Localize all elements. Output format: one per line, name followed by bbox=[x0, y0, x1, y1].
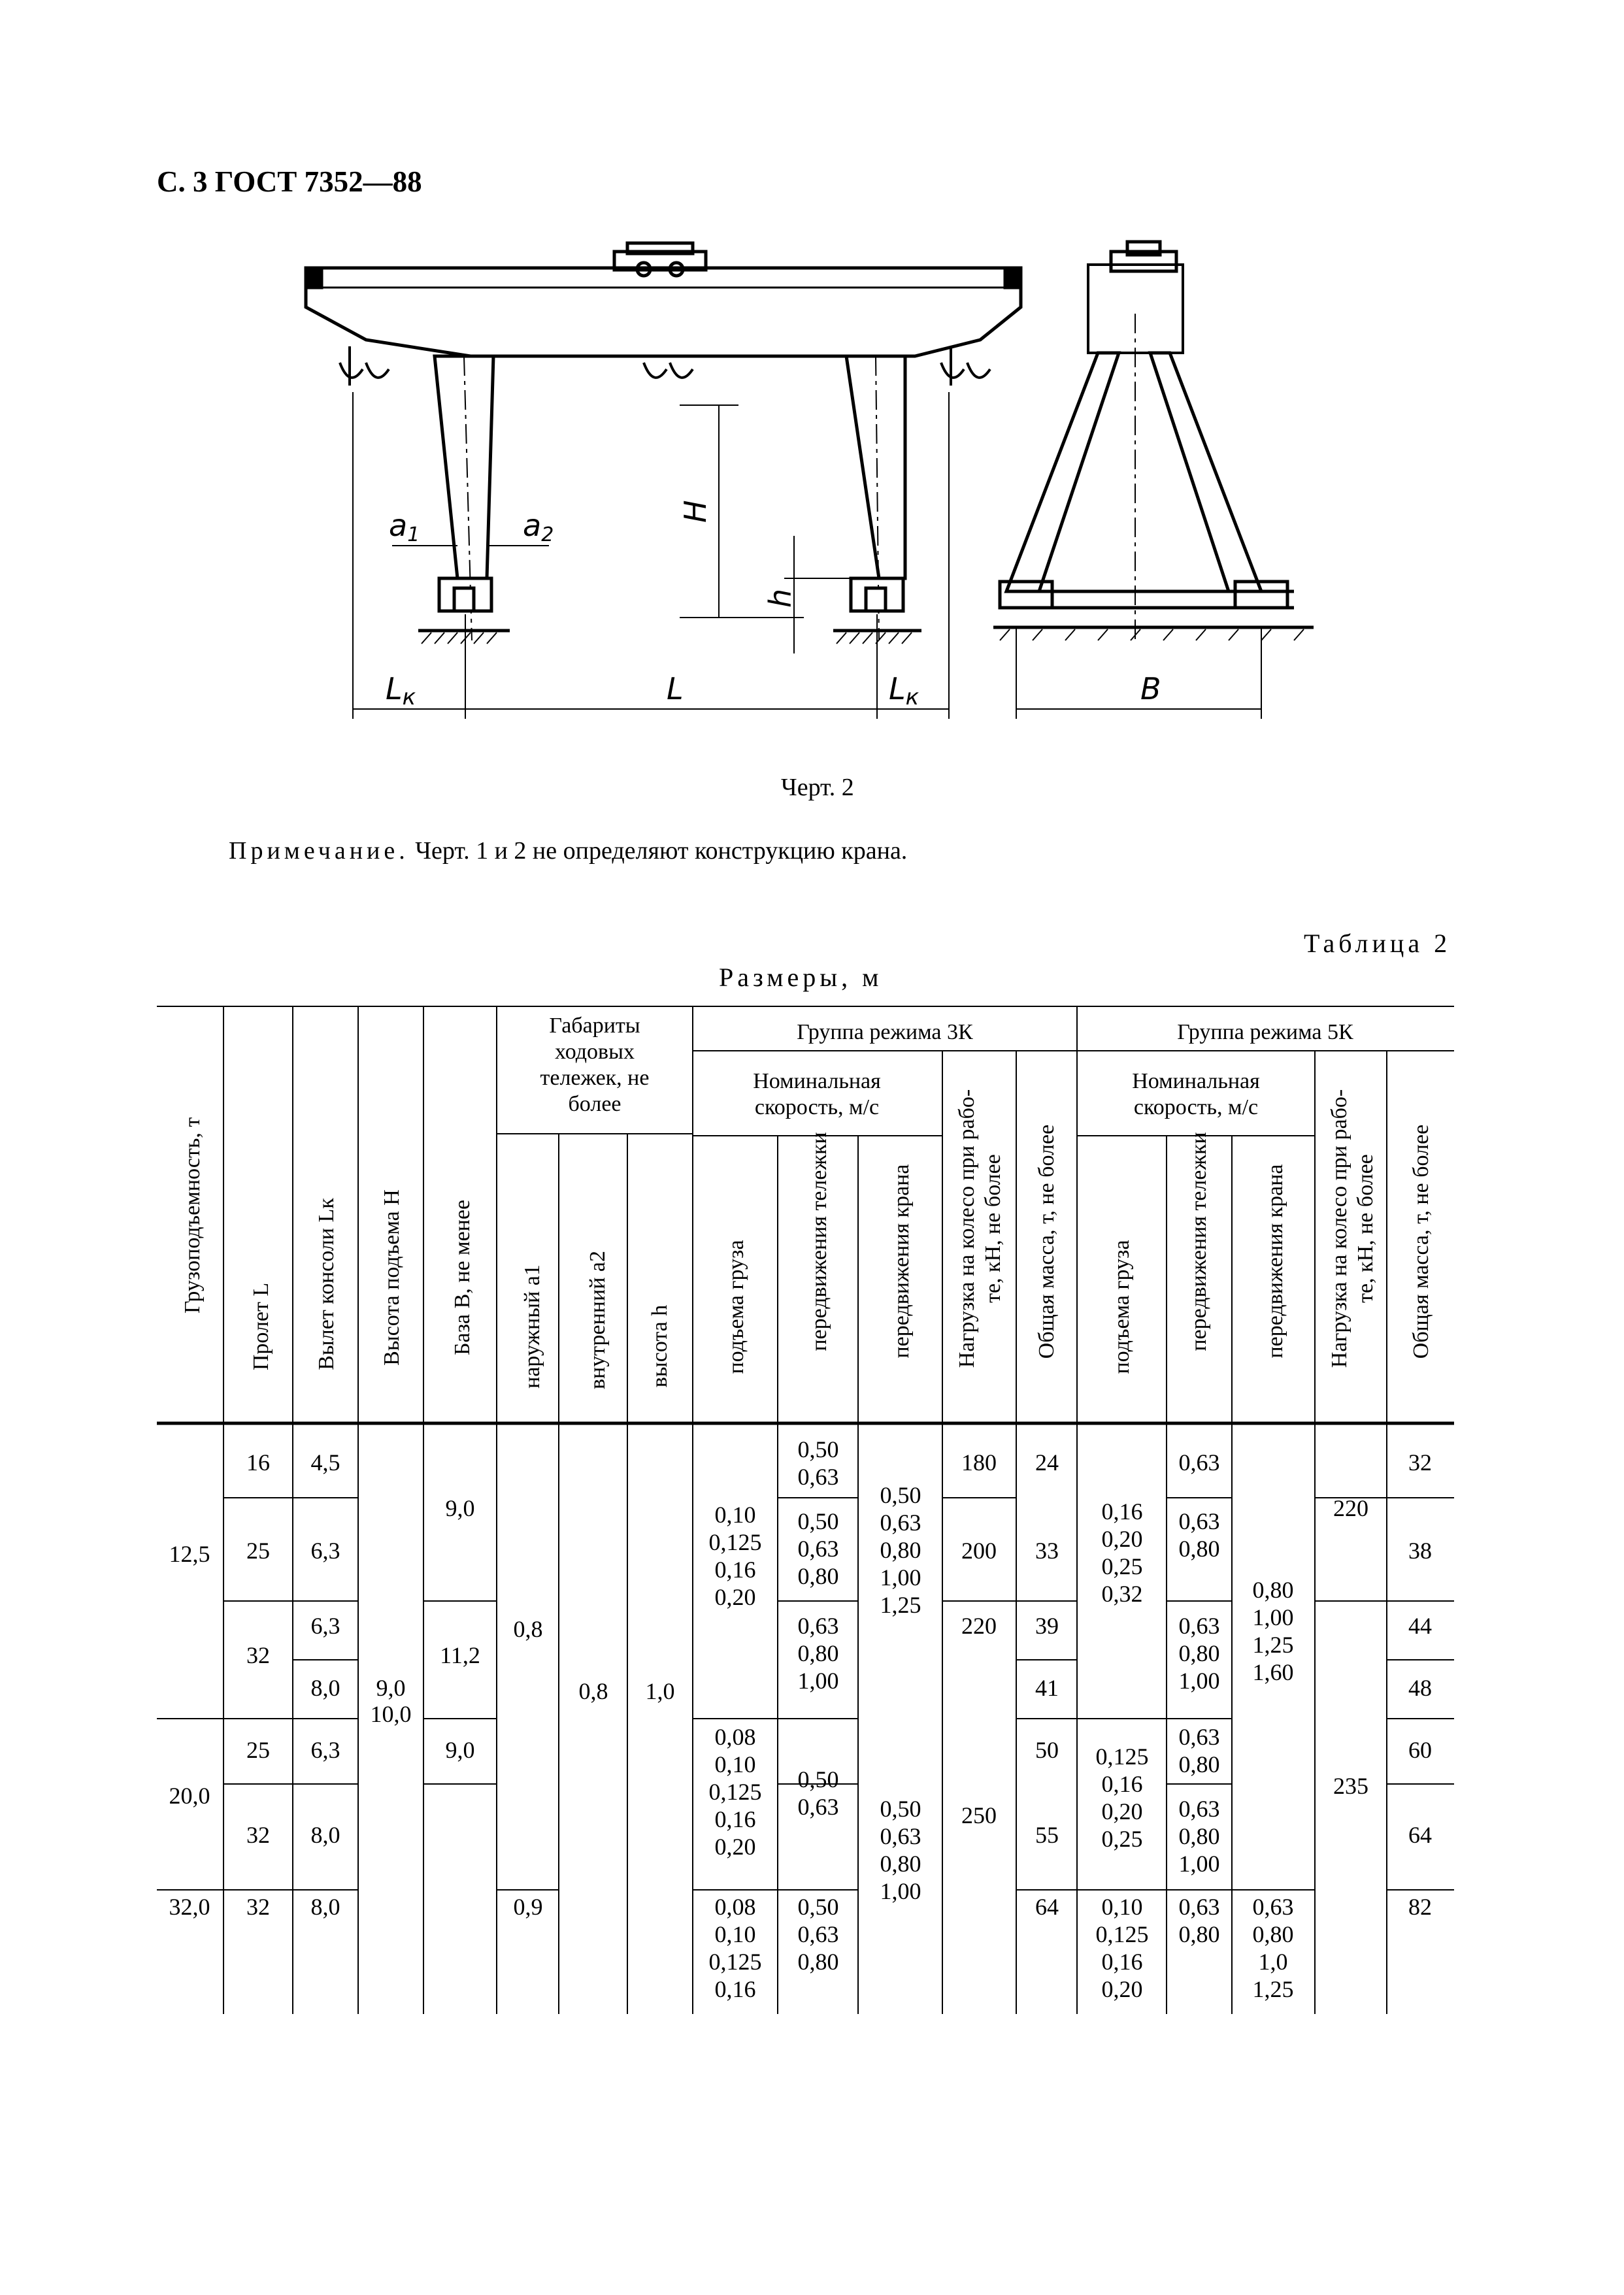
note-label: Примечание. bbox=[229, 837, 409, 865]
hdr-lift3: подъема груза bbox=[724, 1240, 748, 1374]
g3-mass-6: 64 bbox=[1035, 1894, 1059, 1920]
g5-lift-1-0: 0,125 bbox=[1095, 1743, 1149, 1770]
g5-trolley-2-0: 0,63 bbox=[1178, 1613, 1220, 1639]
dim-Lk-left: Lк bbox=[386, 671, 416, 710]
hdr-gabarit-2: ходовых bbox=[555, 1040, 635, 1064]
hdr-load3-2: те, кН, не более bbox=[981, 1154, 1005, 1303]
g3-crane-0-2: 0,80 bbox=[880, 1537, 921, 1563]
g5-lift-2-1: 0,125 bbox=[1095, 1921, 1149, 1947]
cell-cap-1: 20,0 bbox=[169, 1783, 210, 1809]
g5-mass-5: 64 bbox=[1408, 1822, 1432, 1848]
g5-crane-0-2: 1,25 bbox=[1252, 1632, 1294, 1658]
g5-crane-0-3: 1,60 bbox=[1252, 1659, 1294, 1685]
cell-H-1: 10,0 bbox=[370, 1701, 412, 1727]
hdr-capacity: Грузоподъемность, т bbox=[180, 1117, 205, 1314]
hdr-mass5: Общая масса, т, не более bbox=[1409, 1124, 1433, 1359]
g5-trolley-2-1: 0,80 bbox=[1178, 1640, 1220, 1666]
g5-lift-1-3: 0,25 bbox=[1101, 1826, 1143, 1852]
table-label: Таблица 2 bbox=[1304, 929, 1451, 958]
cell-span-3: 25 bbox=[246, 1737, 270, 1763]
g3-crane-0-0: 0,50 bbox=[880, 1482, 921, 1508]
g3-load-1: 200 bbox=[961, 1538, 997, 1564]
g3-lift-0-2: 0,16 bbox=[714, 1557, 756, 1583]
g5-lift-0-1: 0,20 bbox=[1101, 1526, 1143, 1552]
g3-crane-1-0: 0,50 bbox=[880, 1796, 921, 1822]
hdr-group5: Группа режима 5К bbox=[1177, 1020, 1353, 1044]
g3-trolley-2-1: 0,80 bbox=[797, 1640, 839, 1666]
hdr-gabarit-3: тележек, не bbox=[540, 1066, 650, 1090]
g3-trolley-1-0: 0,50 bbox=[797, 1508, 839, 1534]
g5-mass-1: 38 bbox=[1408, 1538, 1432, 1564]
g3-trolley-3-0: 0,50 bbox=[797, 1766, 839, 1792]
g5-trolley-3-0: 0,63 bbox=[1178, 1724, 1220, 1750]
hdr-crane3: передвижения крана bbox=[889, 1164, 914, 1359]
g3-mass-0: 24 bbox=[1035, 1449, 1059, 1476]
g3-lift-2-1: 0,10 bbox=[714, 1921, 756, 1947]
g3-trolley-4-2: 0,80 bbox=[797, 1949, 839, 1975]
g5-lift-1-2: 0,20 bbox=[1101, 1798, 1143, 1824]
g3-lift-0-0: 0,10 bbox=[714, 1502, 756, 1528]
cell-span-0: 16 bbox=[246, 1449, 270, 1476]
hdr-nominal5-1: Номинальная bbox=[1132, 1069, 1260, 1093]
g3-mass-2: 39 bbox=[1035, 1613, 1059, 1639]
g3-mass-4: 50 bbox=[1035, 1737, 1059, 1763]
g5-trolley-5-1: 0,80 bbox=[1178, 1921, 1220, 1947]
g5-trolley-4-0: 0,63 bbox=[1178, 1796, 1220, 1822]
g5-load-0: 220 bbox=[1333, 1495, 1368, 1521]
g3-lift-1-0: 0,08 bbox=[714, 1724, 756, 1750]
cell-console-5: 8,0 bbox=[310, 1822, 340, 1848]
hdr-nominal3-1: Номинальная bbox=[753, 1069, 881, 1093]
g5-crane-1-1: 0,80 bbox=[1252, 1921, 1294, 1947]
note-text: Черт. 1 и 2 не определяют конструкцию крана. bbox=[408, 837, 908, 865]
page-header: С. 3 ГОСТ 7352—88 bbox=[157, 165, 422, 198]
g3-trolley-0-1: 0,63 bbox=[797, 1464, 839, 1490]
hdr-nominal3-2: скорость, м/с bbox=[754, 1095, 880, 1119]
g3-trolley-1-2: 0,80 bbox=[797, 1563, 839, 1589]
g5-load-1: 235 bbox=[1333, 1773, 1368, 1799]
hdr-gabarit-4: более bbox=[568, 1092, 621, 1116]
dim-Lk-right: Lк bbox=[889, 671, 920, 710]
cell-a2: 0,8 bbox=[578, 1678, 608, 1704]
dim-a1: a1 bbox=[389, 508, 420, 546]
g5-mass-2: 44 bbox=[1408, 1613, 1432, 1639]
g5-lift-0-2: 0,25 bbox=[1101, 1553, 1143, 1579]
g3-lift-1-1: 0,10 bbox=[714, 1751, 756, 1777]
g3-load-3: 250 bbox=[961, 1802, 997, 1828]
g3-crane-1-1: 0,63 bbox=[880, 1823, 921, 1849]
g3-lift-0-1: 0,125 bbox=[708, 1529, 762, 1555]
hdr-nominal5-2: скорость, м/с bbox=[1133, 1095, 1259, 1119]
hdr-base: База B, не менее bbox=[450, 1199, 474, 1356]
g5-lift-2-2: 0,16 bbox=[1101, 1949, 1143, 1975]
hdr-crane5: передвижения крана bbox=[1263, 1164, 1287, 1359]
g5-trolley-1-1: 0,80 bbox=[1178, 1536, 1220, 1562]
hdr-height: высота h bbox=[648, 1304, 672, 1388]
g3-trolley-4-0: 0,50 bbox=[797, 1894, 839, 1920]
hdr-group3: Группа режима 3К bbox=[797, 1020, 973, 1044]
cell-console-2: 6,3 bbox=[310, 1613, 340, 1639]
g3-crane-1-3: 1,00 bbox=[880, 1878, 921, 1904]
g5-trolley-0-0: 0,63 bbox=[1178, 1449, 1220, 1476]
g5-lift-2-0: 0,10 bbox=[1101, 1894, 1143, 1920]
g3-trolley-0-0: 0,50 bbox=[797, 1436, 839, 1462]
cell-cap-2: 32,0 bbox=[169, 1894, 210, 1920]
cell-console-3: 8,0 bbox=[310, 1675, 340, 1701]
hdr-load5-1: Нагрузка на колесо при рабо- bbox=[1327, 1089, 1351, 1368]
hdr-lift-height: Высота подъема H bbox=[380, 1189, 404, 1366]
g3-mass-5: 55 bbox=[1035, 1822, 1059, 1848]
cell-console-4: 6,3 bbox=[310, 1737, 340, 1763]
dim-a2: a2 bbox=[523, 508, 554, 546]
hdr-trolley5: передвижения тележки bbox=[1187, 1132, 1211, 1351]
dim-B: B bbox=[1140, 671, 1161, 706]
dim-h: h bbox=[763, 588, 798, 608]
cell-B-1: 11,2 bbox=[440, 1642, 480, 1668]
g3-lift-1-4: 0,20 bbox=[714, 1834, 756, 1860]
hdr-gabarit-1: Габариты bbox=[549, 1014, 640, 1038]
g5-lift-1-1: 0,16 bbox=[1101, 1771, 1143, 1797]
cell-console-6: 8,0 bbox=[310, 1894, 340, 1920]
cell-H-0: 9,0 bbox=[376, 1675, 406, 1701]
hdr-lift5: подъема груза bbox=[1110, 1240, 1134, 1374]
g3-lift-2-3: 0,16 bbox=[714, 1976, 756, 2002]
hdr-load5-2: те, кН, не более bbox=[1353, 1154, 1378, 1303]
hdr-console: Вылет консоли Lк bbox=[314, 1198, 339, 1370]
g5-crane-0-0: 0,80 bbox=[1252, 1577, 1294, 1603]
g5-mass-0: 32 bbox=[1408, 1449, 1432, 1476]
cell-a1-0: 0,8 bbox=[513, 1616, 543, 1642]
cell-span-2: 32 bbox=[246, 1642, 270, 1668]
g5-trolley-4-1: 0,80 bbox=[1178, 1823, 1220, 1849]
cell-a1-1: 0,9 bbox=[513, 1894, 543, 1920]
figure-caption: Черт. 2 bbox=[781, 774, 854, 801]
g3-trolley-2-2: 1,00 bbox=[797, 1668, 839, 1694]
g3-crane-0-3: 1,00 bbox=[880, 1564, 921, 1591]
g5-crane-1-2: 1,0 bbox=[1258, 1949, 1288, 1975]
g5-lift-0-3: 0,32 bbox=[1101, 1581, 1143, 1607]
g3-crane-0-1: 0,63 bbox=[880, 1510, 921, 1536]
g3-mass-3: 41 bbox=[1035, 1675, 1059, 1701]
g3-trolley-4-1: 0,63 bbox=[797, 1921, 839, 1947]
g5-crane-1-3: 1,25 bbox=[1252, 1976, 1294, 2002]
g3-load-0: 180 bbox=[961, 1449, 997, 1476]
hdr-trolley3: передвижения тележки bbox=[807, 1132, 831, 1351]
g3-lift-2-0: 0,08 bbox=[714, 1894, 756, 1920]
cell-cap-0: 12,5 bbox=[169, 1541, 210, 1567]
dim-H: H bbox=[678, 500, 713, 523]
g5-lift-0-0: 0,16 bbox=[1101, 1498, 1143, 1525]
cell-console-1: 6,3 bbox=[310, 1538, 340, 1564]
g5-mass-4: 60 bbox=[1408, 1737, 1432, 1763]
cell-span-1: 25 bbox=[246, 1538, 270, 1564]
g3-load-2: 220 bbox=[961, 1613, 997, 1639]
hdr-outer: наружный a1 bbox=[520, 1264, 544, 1389]
cell-B-0: 9,0 bbox=[445, 1495, 475, 1521]
g5-crane-0-1: 1,00 bbox=[1252, 1604, 1294, 1630]
g3-trolley-1-1: 0,63 bbox=[797, 1536, 839, 1562]
g5-trolley-4-2: 1,00 bbox=[1178, 1851, 1220, 1877]
hdr-load3-1: Нагрузка на колесо при рабо- bbox=[955, 1089, 979, 1368]
g5-lift-2-3: 0,20 bbox=[1101, 1976, 1143, 2002]
g3-lift-1-2: 0,125 bbox=[708, 1779, 762, 1805]
cell-span-5: 32 bbox=[246, 1894, 270, 1920]
g5-trolley-2-2: 1,00 bbox=[1178, 1668, 1220, 1694]
g5-trolley-5-0: 0,63 bbox=[1178, 1894, 1220, 1920]
g3-trolley-3-1: 0,63 bbox=[797, 1794, 839, 1820]
dim-L: L bbox=[667, 671, 684, 706]
hdr-span: Пролет L bbox=[249, 1282, 273, 1371]
g5-trolley-1-0: 0,63 bbox=[1178, 1508, 1220, 1534]
cell-h: 1,0 bbox=[645, 1678, 675, 1704]
g3-lift-2-2: 0,125 bbox=[708, 1949, 762, 1975]
g3-mass-1: 33 bbox=[1035, 1538, 1059, 1564]
g5-mass-6: 82 bbox=[1408, 1894, 1432, 1920]
hdr-mass3: Общая масса, т, не более bbox=[1035, 1124, 1059, 1359]
g3-crane-1-2: 0,80 bbox=[880, 1851, 921, 1877]
cell-span-4: 32 bbox=[246, 1822, 270, 1848]
g3-trolley-2-0: 0,63 bbox=[797, 1613, 839, 1639]
cell-B-2: 9,0 bbox=[445, 1737, 475, 1763]
g5-crane-1-0: 0,63 bbox=[1252, 1894, 1294, 1920]
g3-crane-0-4: 1,25 bbox=[880, 1592, 921, 1618]
g3-lift-1-3: 0,16 bbox=[714, 1806, 756, 1832]
hdr-inner: внутренний a2 bbox=[586, 1251, 610, 1389]
cell-console-0: 4,5 bbox=[310, 1449, 340, 1476]
table-units: Размеры, м bbox=[719, 963, 883, 992]
g5-mass-3: 48 bbox=[1408, 1675, 1432, 1701]
g5-trolley-3-1: 0,80 bbox=[1178, 1751, 1220, 1777]
g3-lift-0-3: 0,20 bbox=[714, 1584, 756, 1610]
